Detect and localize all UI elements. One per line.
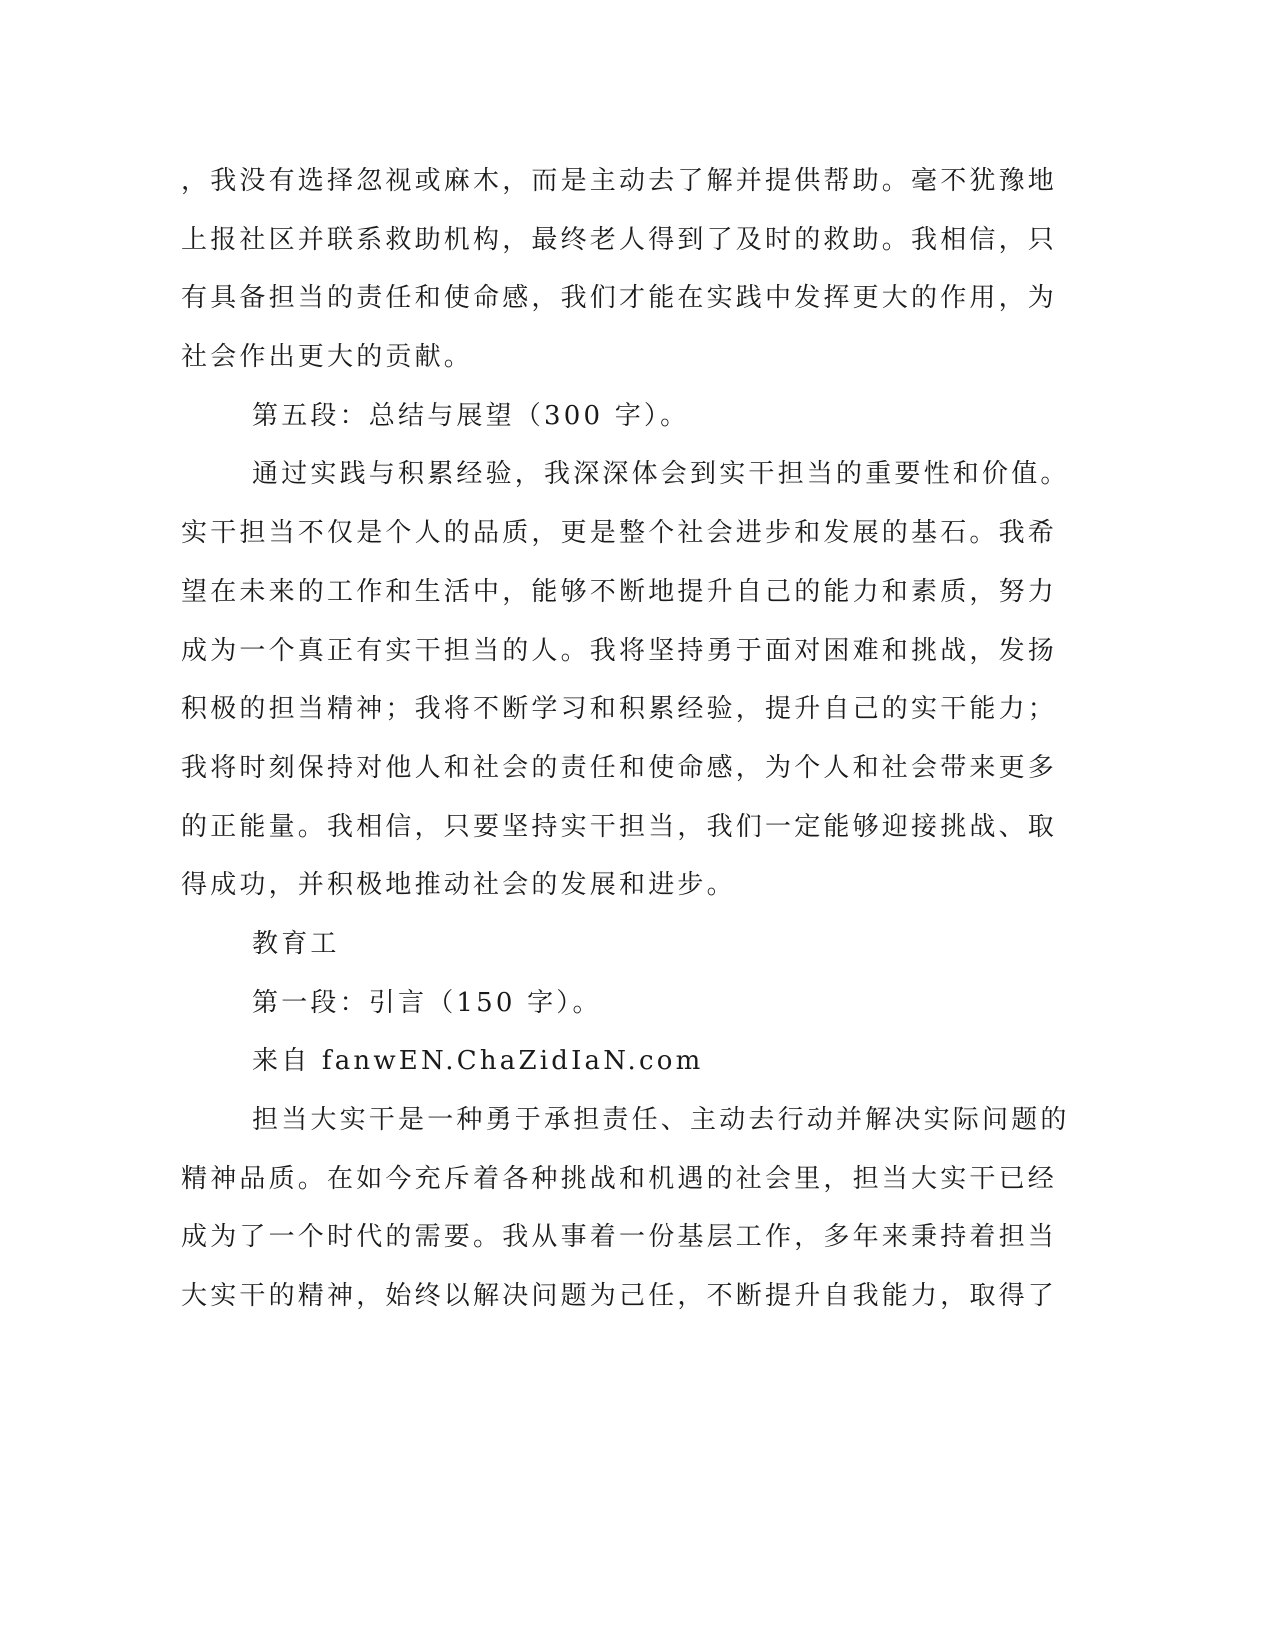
text-line: 担当大实干是一种勇于承担责任、主动去行动并解决实际问题的 <box>252 1105 1070 1135</box>
text-line: 上报社区并联系救助机构，最终老人得到了及时的救助。我相信，只 <box>181 224 1058 255</box>
text-line: 实干担当不仅是个人的品质，更是整个社会进步和发展的基石。我希 <box>181 518 1058 549</box>
text-line: 精神品质。在如今充斥着各种挑战和机遇的社会里，担当大实干已经 <box>181 1163 1058 1194</box>
text-line: 望在未来的工作和生活中，能够不断地提升自己的能力和素质，努力 <box>181 576 1058 607</box>
text-line: 成为一个真正有实干担当的人。我将坚持勇于面对困难和挑战，发扬 <box>181 635 1058 666</box>
text-line: 有具备担当的责任和使命感，我们才能在实践中发挥更大的作用，为 <box>181 283 1058 314</box>
text-line: 积极的担当精神；我将不断学习和积累经验，提升自己的实干能力； <box>181 694 1058 725</box>
text-line: 得成功，并积极地推动社会的发展和进步。 <box>181 870 736 901</box>
text-line: 我将时刻保持对他人和社会的责任和使命感，为个人和社会带来更多 <box>181 752 1058 783</box>
text-line: 社会作出更大的贡献。 <box>181 342 474 373</box>
text-line: 大实干的精神，始终以解决问题为己任，不断提升自我能力，取得了 <box>181 1281 1058 1312</box>
section-heading: 第五段：总结与展望（300 字）。 <box>252 400 690 431</box>
source-note: 来自 fanwEN.ChaZidIaN.com <box>252 1046 704 1077</box>
text-line: 通过实践与积累经验，我深深体会到实干担当的重要性和价值。 <box>252 459 1070 490</box>
document-body <box>181 152 1070 1326</box>
text-line: ，我没有选择忽视或麻木，而是主动去了解并提供帮助。毫不犹豫地 <box>181 166 1058 196</box>
section-heading: 第一段：引言（150 字）。 <box>252 987 602 1018</box>
text-line: 的正能量。我相信，只要坚持实干担当，我们一定能够迎接挑战、取 <box>181 811 1058 842</box>
section-title: 教育工 <box>252 928 340 959</box>
text-line: 成为了一个时代的需要。我从事着一份基层工作，多年来秉持着担当 <box>181 1222 1058 1253</box>
